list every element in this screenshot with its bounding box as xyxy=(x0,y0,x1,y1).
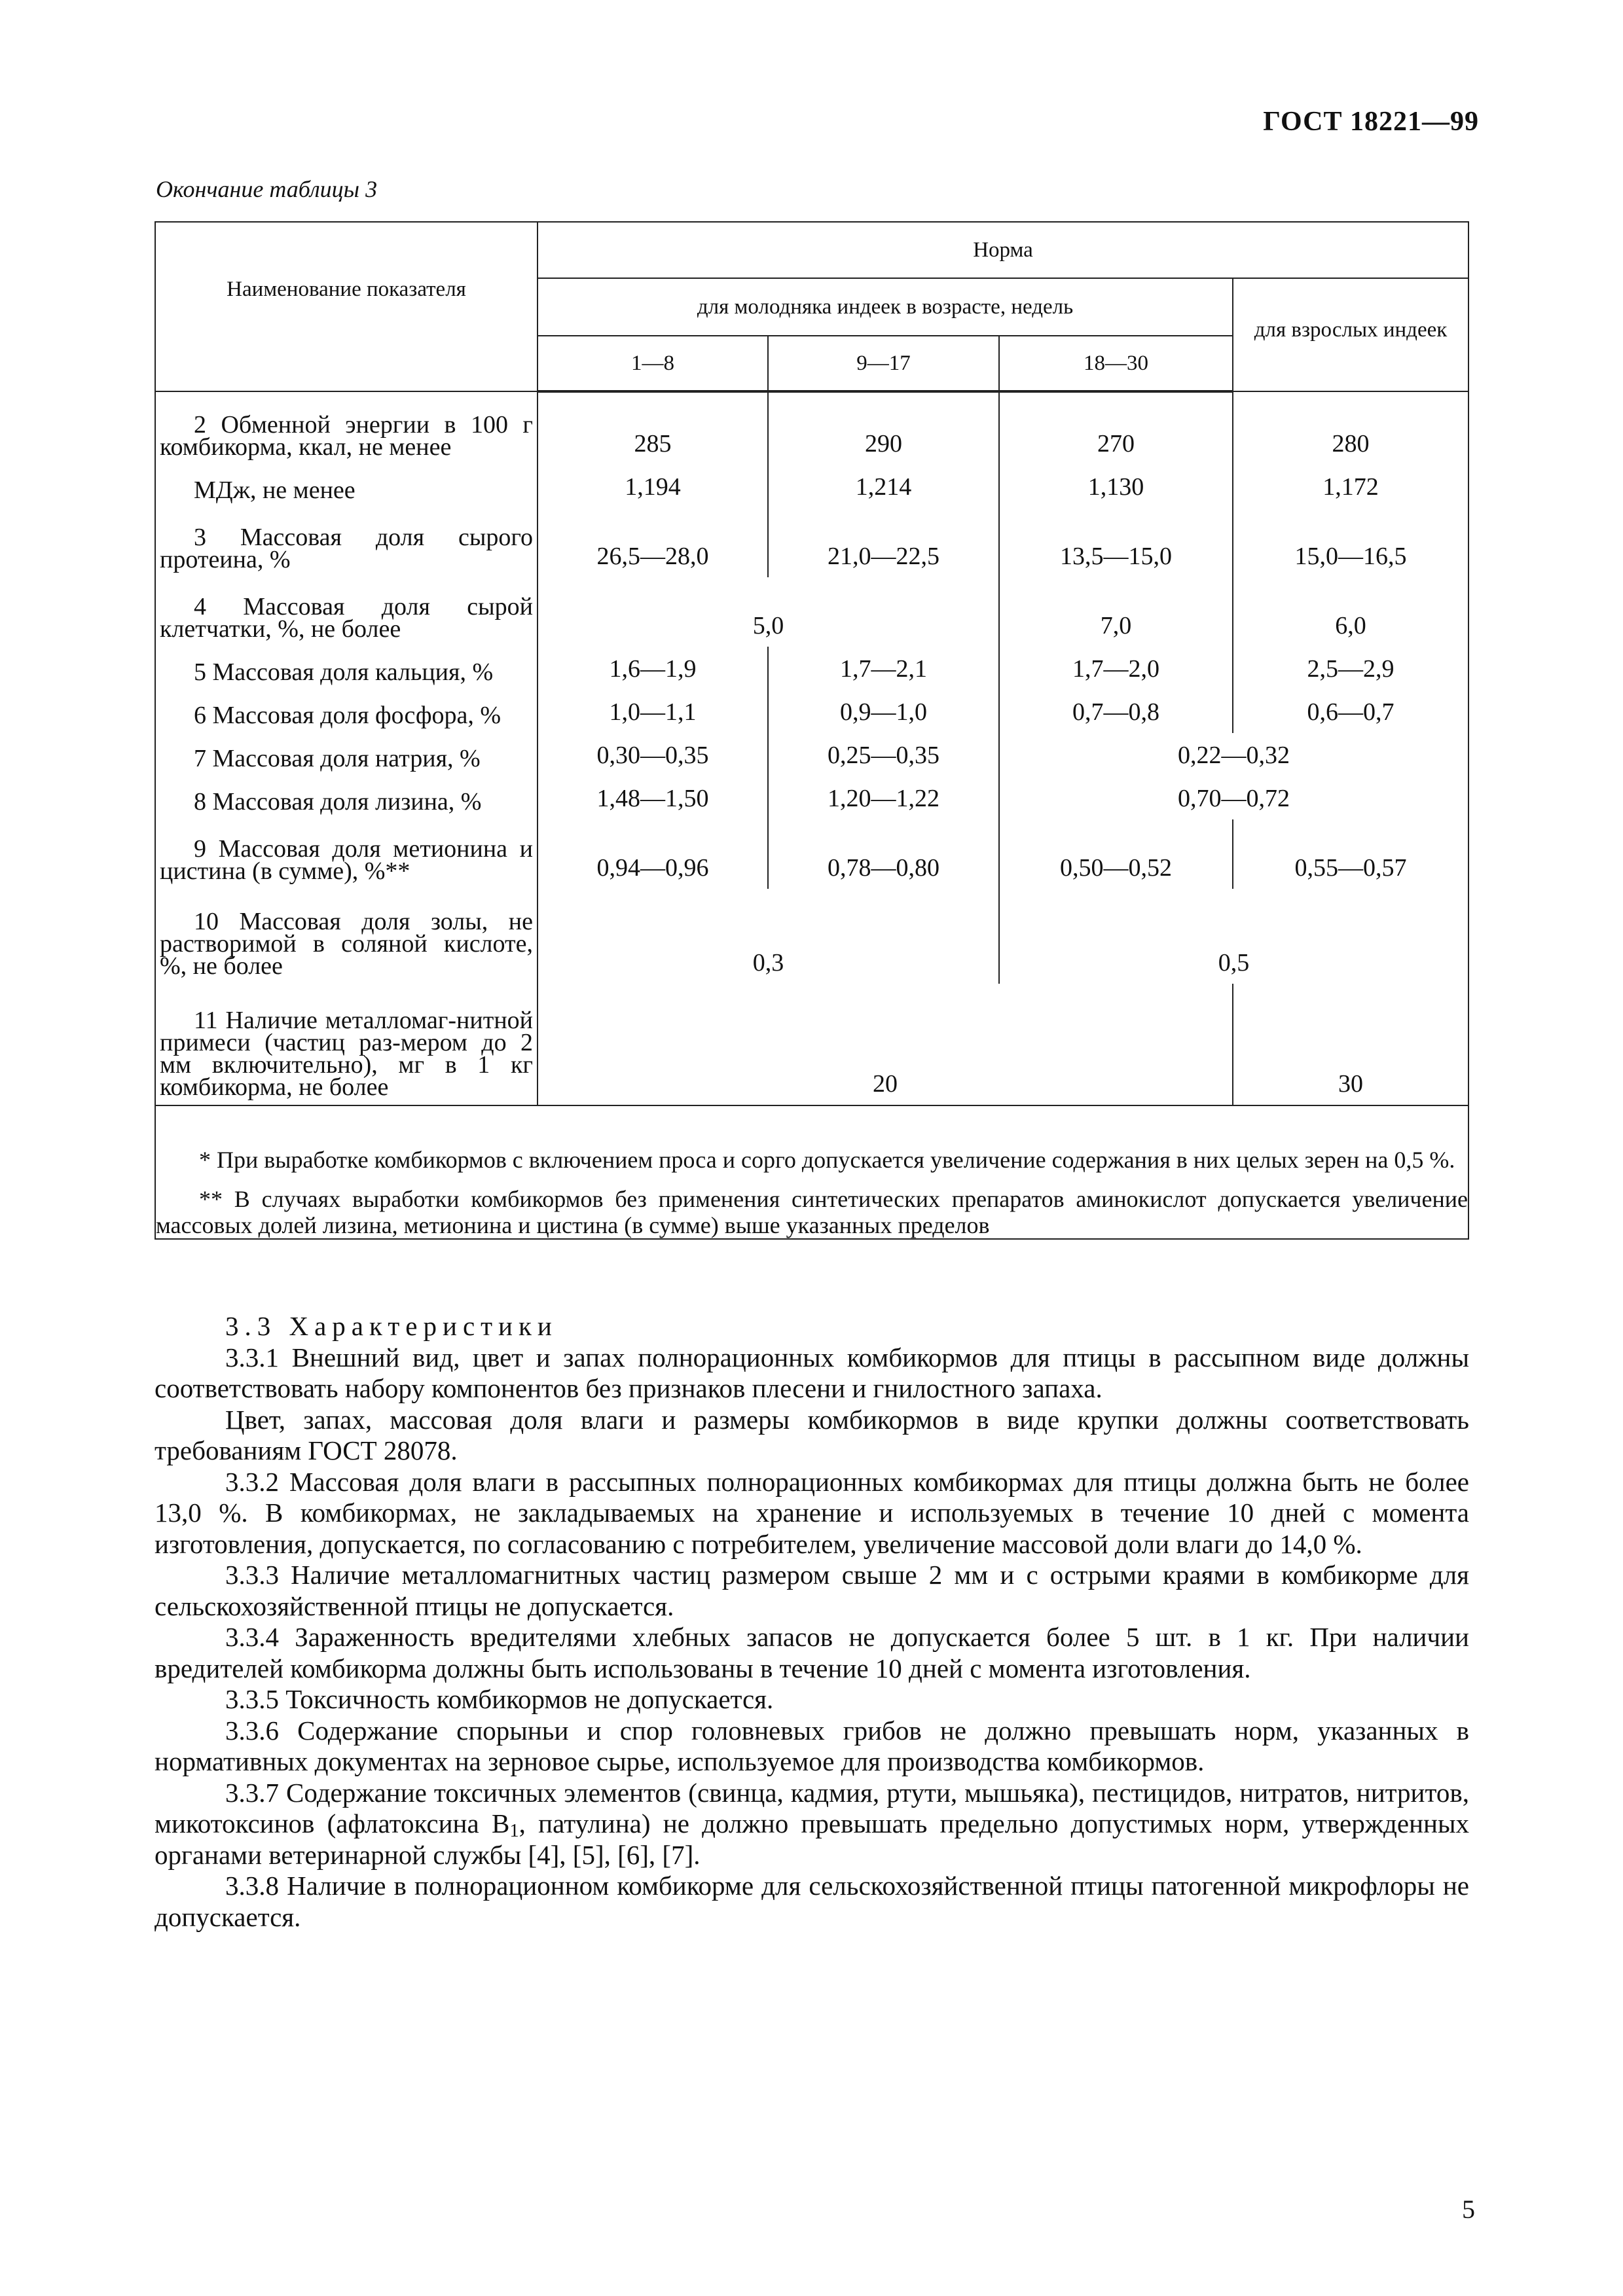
table-row xyxy=(155,465,1468,508)
row-label: 7 Массовая доля натрия, % xyxy=(194,745,481,772)
table-row xyxy=(155,776,1468,819)
table-row xyxy=(155,889,1468,984)
cell: 1,172 xyxy=(1233,465,1468,508)
cell: 290 xyxy=(768,391,999,465)
norms-table xyxy=(155,221,1469,1240)
cell: 6,0 xyxy=(1233,577,1468,647)
header-norm: Норма xyxy=(538,222,1468,278)
section-body xyxy=(155,1311,1469,1933)
row-label: 9 Массовая доля метионина и цистина (в сумме), %** xyxy=(160,835,533,885)
row-label: 8 Массовая доля лизина, % xyxy=(194,788,482,816)
cell: 15,0—16,5 xyxy=(1233,508,1468,577)
cell: 0,22—0,32 xyxy=(999,733,1468,776)
cell: 280 xyxy=(1233,391,1468,465)
paragraph: 3.3.4 Зараженность вредителями хлебных запасов не допускается более 5 шт. в 1 кг. При наличии вредителей комбикорма должны быть использованы в течение 10 дней с момента изготовления. xyxy=(155,1622,1469,1683)
cell: 13,5—15,0 xyxy=(999,508,1233,577)
standard-number: ГОСТ 18221—99 xyxy=(1263,107,1479,137)
page-number: 5 xyxy=(1462,2195,1475,2224)
row-label: 5 Массовая доля кальция, % xyxy=(194,658,494,686)
paragraph: 3.3.1 Внешний вид, цвет и запах полнорационных комбикормов для птицы в рассыпном виде должны соответствовать набору компонентов без признаков плесени и гнилостного запаха. xyxy=(155,1342,1469,1403)
cell: 21,0—22,5 xyxy=(768,508,999,577)
table-row xyxy=(155,819,1468,889)
table-caption: Окончание таблицы 3 xyxy=(156,176,378,202)
cell: 0,9—1,0 xyxy=(768,690,999,733)
cell: 30 xyxy=(1233,984,1468,1105)
table-row xyxy=(155,647,1468,690)
cell: 0,50—0,52 xyxy=(999,819,1233,889)
table-row xyxy=(155,508,1468,577)
footnote: ** В случаях выработки комбикормов без применения синтетических препаратов аминокислот допускается увеличение массовых долей лизина, метионина и цистина (в сумме) выше указанных пределов xyxy=(156,1186,1468,1238)
cell: 26,5—28,0 xyxy=(538,508,768,577)
cell: 0,6—0,7 xyxy=(1233,690,1468,733)
cell: 20 xyxy=(538,984,1233,1105)
header-indicator-name: Наименование показателя xyxy=(155,222,538,391)
paragraph: 3.3.6 Содержание спорыньи и спор головневых грибов не должно превышать норм, указанных в нормативных документах на зерновое сырье, используемое для производства комбикормов. xyxy=(155,1715,1469,1776)
cell: 0,94—0,96 xyxy=(538,819,768,889)
cell: 0,55—0,57 xyxy=(1233,819,1468,889)
paragraph-part: , патулина) не должно превышать предельно допустимых норм, утвержденных органами ветеринарной службы [4], [5], [6], [7]. xyxy=(155,1808,1470,1870)
row-label: МДж, не менее xyxy=(194,476,356,504)
section-heading: 3.3 Характеристики xyxy=(225,1311,558,1341)
header-age-1-8: 1—8 xyxy=(538,336,768,391)
cell: 0,78—0,80 xyxy=(768,819,999,889)
cell: 0,5 xyxy=(999,889,1468,984)
cell: 0,3 xyxy=(538,889,999,984)
table-notes xyxy=(155,1105,1468,1239)
table-row xyxy=(155,984,1468,1105)
cell: 0,70—0,72 xyxy=(999,776,1468,819)
row-label: 6 Массовая доля фосфора, % xyxy=(194,702,501,729)
row-label: 3 Массовая доля сырого протеина, % xyxy=(160,524,533,573)
cell: 1,48—1,50 xyxy=(538,776,768,819)
cell: 5,0 xyxy=(538,577,999,647)
row-label: 10 Массовая доля золы, не растворимой в соляной кислоте, %, не более xyxy=(160,908,533,980)
cell: 1,7—2,1 xyxy=(768,647,999,690)
cell: 1,130 xyxy=(999,465,1233,508)
paragraph: Цвет, запах, массовая доля влаги и размеры комбикормов в виде крупки должны соответствовать требованиям ГОСТ 28078. xyxy=(155,1404,1469,1465)
table-row xyxy=(155,690,1468,733)
header-age-18-30: 18—30 xyxy=(999,336,1233,391)
cell: 1,6—1,9 xyxy=(538,647,768,690)
row-label: 2 Обменной энергии в 100 г комбикорма, ккал, не менее xyxy=(160,411,533,461)
cell: 1,7—2,0 xyxy=(999,647,1233,690)
cell: 7,0 xyxy=(999,577,1233,647)
cell: 1,20—1,22 xyxy=(768,776,999,819)
cell: 0,7—0,8 xyxy=(999,690,1233,733)
row-label: 4 Массовая доля сырой клетчатки, %, не более xyxy=(160,593,533,643)
paragraph xyxy=(155,1778,1469,1871)
cell: 0,30—0,35 xyxy=(538,733,768,776)
footnote: * При выработке комбикормов с включением проса и сорго допускается увеличение содержания в них целых зерен на 0,5 %. xyxy=(199,1147,1455,1173)
header-adult-turkeys: для взрослых индеек xyxy=(1233,278,1468,391)
subscript: 1 xyxy=(509,1820,519,1841)
row-label: 11 Наличие металломаг-нитной примеси (частиц раз-мером до 2 мм включительно), мг в 1 кг комбикорма, не более xyxy=(160,1007,533,1101)
header-young-turkeys: для молодняка индеек в возрасте, недель xyxy=(538,278,1233,336)
cell: 1,0—1,1 xyxy=(538,690,768,733)
cell: 1,214 xyxy=(768,465,999,508)
header-age-9-17: 9—17 xyxy=(768,336,999,391)
paragraph: 3.3.2 Массовая доля влаги в рассыпных полнорационных комбикормах для птицы должна быть не более 13,0 %. В комбикормах, не закладываемых на хранение и используемых в течение 10 дней с момента изготовления, допускается, по согласованию с потребителем, увеличение массовой доли влаги до 14,0 %. xyxy=(155,1466,1469,1559)
cell: 2,5—2,9 xyxy=(1233,647,1468,690)
paragraph: 3.3.5 Токсичность комбикормов не допускается. xyxy=(225,1684,774,1714)
cell: 0,25—0,35 xyxy=(768,733,999,776)
paragraph: 3.3.3 Наличие металломагнитных частиц размером свыше 2 мм и с острыми краями в комбикорме для сельскохозяйственной птицы не допускается. xyxy=(155,1560,1469,1621)
paragraph-part: 3.3.7 Содержание токсичных элементов (свинца, кадмия, ртути, мышьяка), пестицидов, нитратов, нитритов, микотоксинов (афлатоксина В xyxy=(155,1777,1469,1839)
cell: 1,194 xyxy=(538,465,768,508)
cell: 270 xyxy=(999,391,1233,465)
cell: 285 xyxy=(538,391,768,465)
table-row xyxy=(155,391,1468,465)
paragraph: 3.3.8 Наличие в полнорационном комбикорме для сельскохозяйственной птицы патогенной микрофлоры не допускается. xyxy=(155,1871,1469,1932)
table-row xyxy=(155,577,1468,647)
table-row xyxy=(155,733,1468,776)
